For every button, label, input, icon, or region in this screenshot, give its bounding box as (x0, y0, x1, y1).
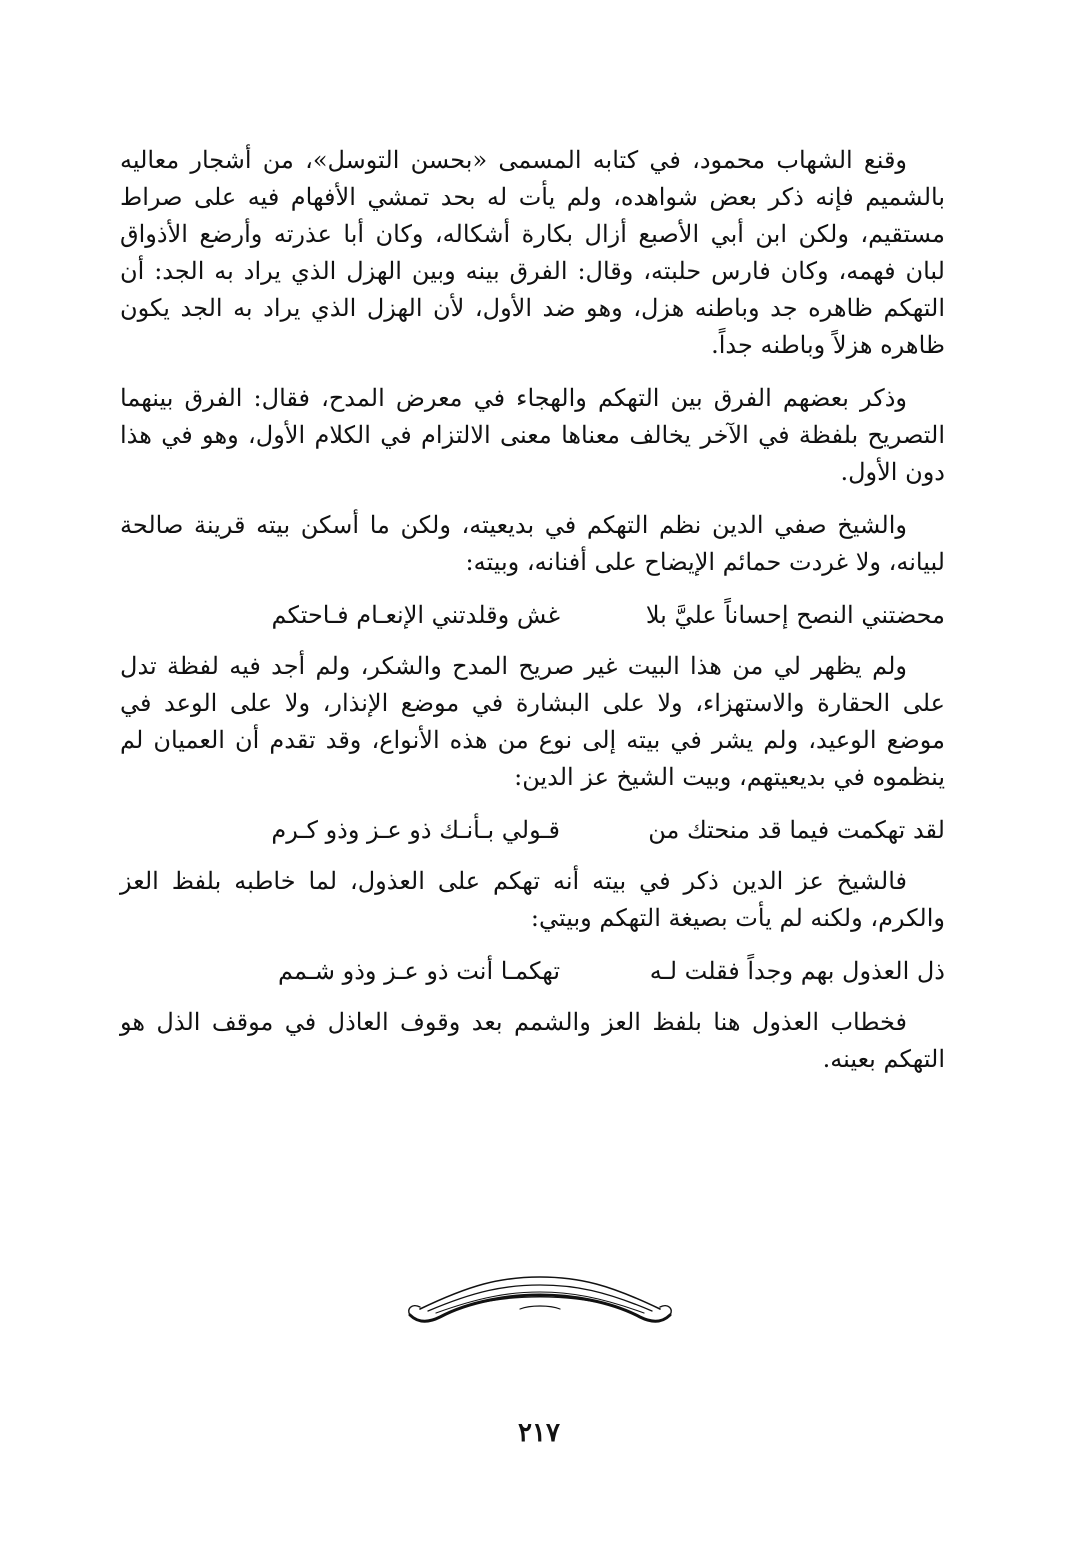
verse-1-second-hemistich: غش وقلدتني الإنعـام فـاحتكم (271, 601, 560, 629)
verse-3 (120, 953, 945, 990)
decorative-flourish-icon (400, 1265, 680, 1345)
verse-3-second-hemistich: تهكمـا أنت ذو عـز وذو شـمم (278, 957, 560, 985)
verse-1 (120, 597, 945, 634)
verse-2-second-hemistich: قـولي بـأنـك ذو عـز وذو كـرم (271, 816, 560, 844)
verse-1-first-hemistich: محضتني النصح إحساناً عليَّ بلا (645, 601, 945, 629)
page-body (120, 142, 945, 1078)
paragraph-2: وذكر بعضهم الفرق بين التهكم والهجاء في معرض المدح، فقال: الفرق بينهما التصريح بلفظة في الآخر يخالف معناها معنى الالتزام في الكلام الأول، وهو في هذا دون الأول. (120, 384, 945, 486)
paragraph-6: فخطاب العذول هنا بلفظ العز والشمم بعد وقوف العاذل في موقف الذل هو التهكم بعينه. (120, 1008, 945, 1073)
paragraph-5: فالشيخ عز الدين ذكر في بيته أنه تهكم على العذول، لما خاطبه بلفظ العز والكرم، ولكنه لم يأت بصيغة التهكم وبيتي: (120, 867, 945, 932)
verse-2-first-hemistich: لقد تهكمت فيما قد منحتك من (648, 816, 945, 844)
paragraph-3: والشيخ صفي الدين نظم التهكم في بديعيته، ولكن ما أسكن بيته قرينة صالحة لبيانه، ولا غردت حمائم الإيضاح على أفنانه، وبيته: (120, 511, 945, 576)
verse-2 (120, 812, 945, 849)
paragraph-4: ولم يظهر لي من هذا البيت غير صريح المدح والشكر، ولم أجد فيه لفظة تدل على الحقارة والاستهزاء، ولا على البشارة في موضع الإنذار، ولا على الوعد في موضع الوعيد، ولم يشر في بيته إلى نوع من هذه الأنواع، وقد تقدم أن العميان لم ينظموه في بديعيتهم، وبيت الشيخ عز الدين: (120, 652, 945, 791)
page-number: ٢١٧ (518, 1418, 560, 1448)
paragraph-1: وقنع الشهاب محمود، في كتابه المسمى «بحسن التوسل»، من أشجار معاليه بالشميم فإنه ذكر بعض شواهده، ولم يأت له بحد تمشي الأفهام فيه على صراط مستقيم، ولكن ابن أبي الأصبع أزال بكارة أشكاله، وكان أبا عذرته وأرضع الأذواق لبان فهمه، وكان فارس حلبته، وقال: الفرق بينه وبين الهزل الذي يراد به الجد: أن التهكم ظاهره جد وباطنه هزل، وهو ضد الأول، لأن الهزل الذي يراد به الجد يكون ظاهره هزلاً وباطنه جداً. (120, 146, 945, 359)
verse-3-first-hemistich: ذل العذول بهم وجداً فقلت لـه (649, 957, 945, 985)
